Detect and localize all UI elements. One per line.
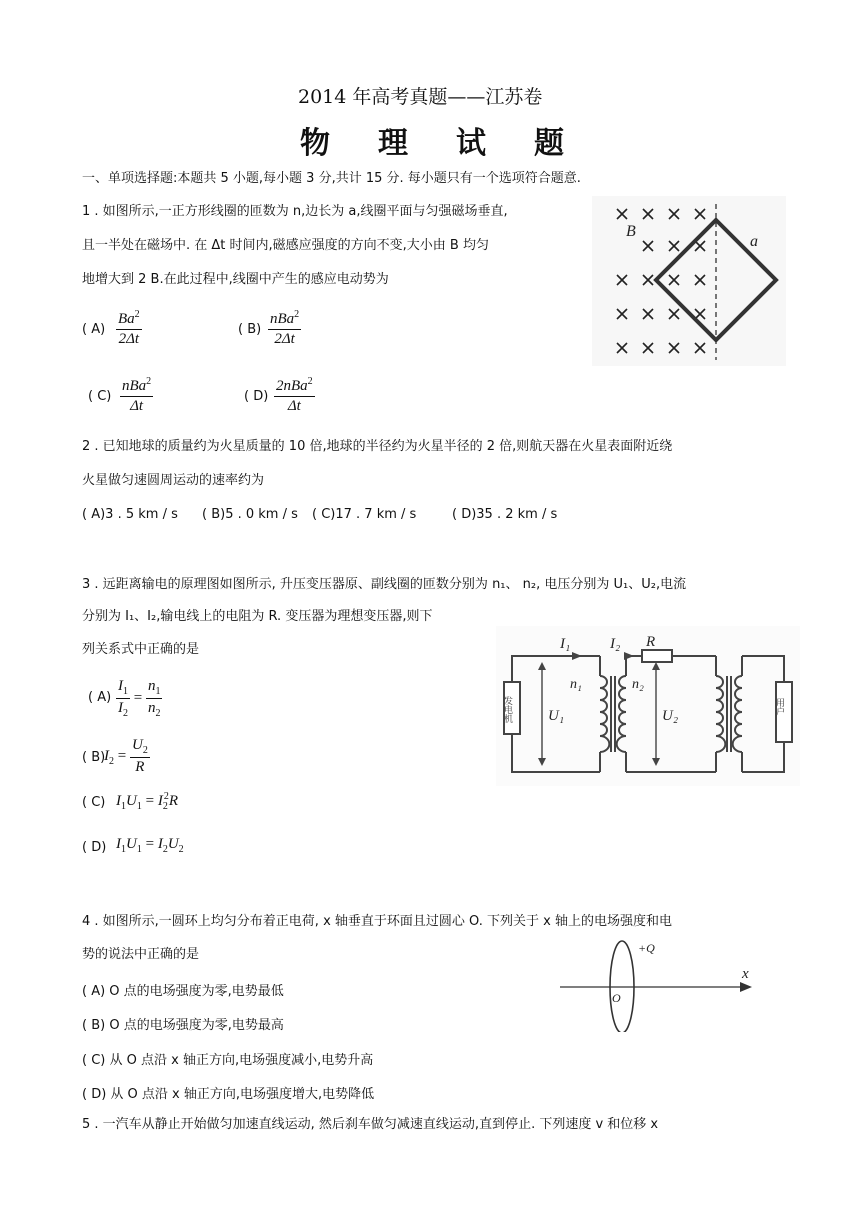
q2-line-2: 火星做匀速圆周运动的速率约为 [82, 473, 265, 488]
q1-line-1: 1 . 如图所示,一正方形线圈的匝数为 n,边长为 a,线圈平面与匀强磁场垂直, [82, 204, 508, 219]
section-heading: 一、单项选择题:本题共 5 小题,每小题 3 分,共计 15 分. 每小题只有一个选项符合题意. [82, 171, 581, 186]
q2-option-b: ( B)5 . 0 km / s [202, 507, 298, 522]
q4-x-label: x [742, 966, 749, 982]
q3-option-d-label: ( D) [82, 840, 107, 855]
q1-option-c-formula: $\frac{nBa^2}{\Delta t}$ [122, 376, 152, 414]
q3-user-label: 用户 [774, 698, 784, 716]
q1-label-b: B [626, 223, 636, 240]
q1-option-a-formula: $\frac{Ba^2}{2\Delta t}$ [118, 309, 140, 347]
q3-r-label: R [646, 634, 656, 650]
q1-line-3: 地增大到 2 B.在此过程中,线圈中产生的感应电动势为 [82, 272, 389, 287]
q4-option-d: ( D) 从 O 点沿 x 轴正方向,电场强度增大,电势降低 [82, 1087, 375, 1102]
q4-line-1: 4 . 如图所示,一圆环上均匀分布着正电荷, x 轴垂直于环面且过圆心 O. 下列关于 x 轴上的电场强度和电 [82, 914, 672, 929]
q4-option-a: ( A) O 点的电场强度为零,电势最低 [82, 984, 284, 999]
page-subtitle: 物理试题 [300, 126, 612, 161]
q1-label-a: a [750, 233, 758, 250]
q1-option-a-label: ( A) [82, 322, 106, 337]
q2-line-1: 2 . 已知地球的质量约为火星质量的 10 倍,地球的半径约为火星半径的 2 倍,则航天器在火星表面附近绕 [82, 439, 673, 454]
q3-n1-label: n₁ [570, 677, 582, 692]
q2-option-a: ( A)3 . 5 km / s [82, 507, 178, 522]
q3-i2-label: I₂ [610, 636, 621, 652]
q4-line-2: 势的说法中正确的是 [82, 947, 200, 962]
q3-line-3: 列关系式中正确的是 [82, 642, 200, 657]
q4-ring-figure [558, 932, 758, 1032]
q1-line-2: 且一半处在磁场中. 在 Δt 时间内,磁感应强度的方向不变,大小由 B 均匀 [82, 238, 489, 253]
q4-option-b: ( B) O 点的电场强度为零,电势最高 [82, 1018, 284, 1033]
page-title: 2014 年高考真题——江苏卷 [298, 86, 543, 108]
q3-i1-label: I₁ [560, 636, 571, 652]
q3-option-b-formula: $I_2$ = $\frac{U_2}{R}$ [104, 737, 148, 775]
q1-option-c-label: ( C) [88, 389, 112, 404]
q4-q-label: +Q [638, 941, 655, 955]
q1-option-d-formula: $\frac{2nBa^2}{\Delta t}$ [276, 376, 313, 414]
q2-option-d: ( D)35 . 2 km / s [452, 507, 558, 522]
q1-option-b-formula: $\frac{nBa^2}{2\Delta t}$ [270, 309, 300, 347]
q1-option-b-label: ( B) [238, 322, 262, 337]
q4-o-label: O [612, 991, 621, 1005]
q3-option-c-formula: $I_1U_1 = I_2^2R$ [116, 791, 178, 812]
q3-circuit-figure [496, 626, 800, 786]
q3-option-a-label: ( A) [88, 690, 112, 705]
q3-generator-label: 发电机 [502, 696, 512, 723]
q4-option-c: ( C) 从 O 点沿 x 轴正方向,电场强度减小,电势升高 [82, 1053, 374, 1068]
q1-option-d-label: ( D) [244, 389, 269, 404]
q3-option-a-formula: $\frac{I_1}{I_2}$ = $\frac{n_1}{n_2}$ [118, 678, 161, 719]
q2-option-c: ( C)17 . 7 km / s [312, 507, 417, 522]
q3-line-1: 3 . 远距离输电的原理图如图所示, 升压变压器原、副线圈的匝数分别为 n₁、 n₂, 电压分别为 U₁、U₂,电流 [82, 577, 687, 592]
q3-line-2: 分别为 I₁、I₂,输电线上的电阻为 R. 变压器为理想变压器,则下 [82, 609, 433, 624]
q3-option-c-label: ( C) [82, 795, 106, 810]
q3-n2-label: n₂ [632, 677, 644, 692]
q3-option-d-formula: $I_1U_1 = I_2U_2$ [116, 836, 184, 855]
q5-line-1: 5 . 一汽车从静止开始做匀加速直线运动, 然后刹车做匀减速直线运动,直到停止. 下列速度 v 和位移 x [82, 1117, 659, 1132]
q1-magnetic-field-figure [592, 196, 786, 366]
q3-option-b-label: ( B) [82, 750, 106, 765]
q3-u2-label: U₂ [662, 708, 679, 724]
q3-u1-label: U₁ [548, 708, 565, 724]
